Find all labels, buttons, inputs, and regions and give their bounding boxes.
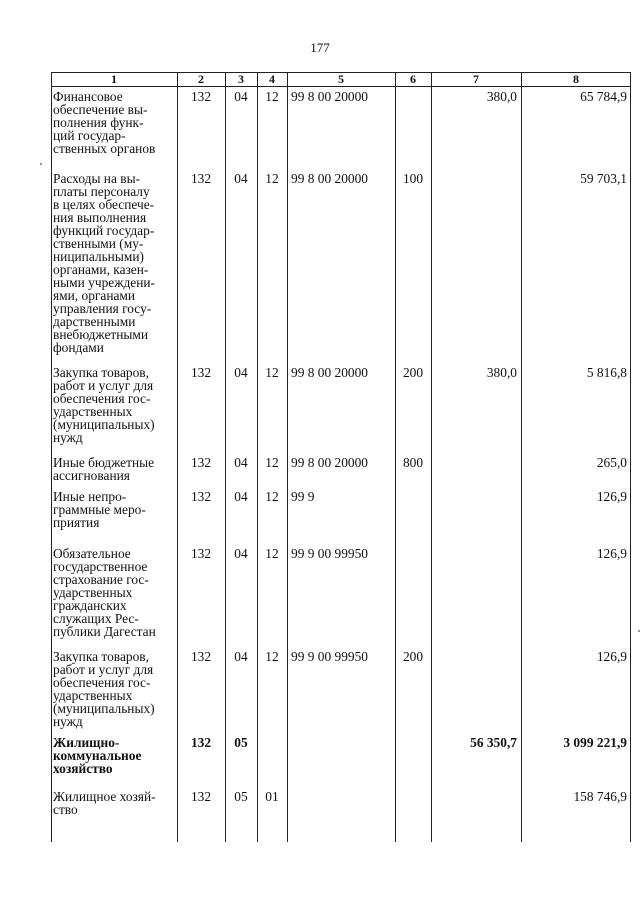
cell-col-8: 126,9: [596, 649, 627, 664]
table-row: [51, 358, 631, 448]
cell-col-4: 12: [265, 546, 279, 561]
table-row: [51, 728, 631, 782]
cell-col-8: 158 746,9: [573, 789, 627, 804]
cell-col-5: 99 8 00 20000: [291, 455, 368, 470]
column-header: 8: [573, 71, 579, 86]
cell-col-7: [431, 782, 521, 822]
header-row: [51, 72, 631, 86]
cell-col-6: [395, 728, 431, 782]
cell-row-name: Закупка товаров, работ и услуг для обеспечения гос- ударственных (муниципальных) нужд: [53, 365, 155, 445]
table-row: [51, 86, 631, 164]
table-row: [51, 482, 631, 539]
cell-col-8: 265,0: [596, 455, 627, 470]
cell-col-7: [431, 482, 521, 539]
column-header: 6: [410, 71, 416, 86]
cell-col-8: 126,9: [596, 489, 627, 504]
cell-col-5: 99 8 00 20000: [291, 171, 368, 186]
cell-col-3: 05: [234, 735, 248, 750]
cell-col-2: 132: [190, 489, 212, 504]
cell-col-5: 99 9: [291, 489, 315, 504]
cell-col-2: 132: [190, 735, 212, 750]
column-header: 4: [269, 71, 275, 86]
table-row: [51, 782, 631, 822]
page-number: 177: [310, 40, 330, 55]
cell-col-8: 65 784,9: [580, 89, 627, 104]
cell-col-3: 04: [234, 455, 248, 470]
cell-col-3: 04: [234, 546, 248, 561]
cell-col-7: 380,0: [486, 365, 517, 380]
cell-col-3: 04: [234, 649, 248, 664]
table-row: [51, 448, 631, 482]
cell-col-7: [431, 539, 521, 642]
column-header: 2: [198, 71, 204, 86]
cell-col-2: 132: [190, 365, 212, 380]
cell-col-8: 3 099 221,9: [563, 735, 627, 750]
cell-col-6: [395, 539, 431, 642]
table-row: [51, 164, 631, 358]
cell-col-6: [395, 482, 431, 539]
cell-col-3: 04: [234, 365, 248, 380]
cell-col-5: [287, 728, 395, 782]
column-header: 3: [238, 71, 244, 86]
cell-col-5: [287, 782, 395, 822]
cell-col-6: 200: [402, 365, 424, 380]
cell-row-name: Иные бюджетные ассигнования: [53, 455, 155, 483]
cell-col-7: [431, 642, 521, 728]
cell-col-4: 12: [265, 489, 279, 504]
cell-row-name: Обязательное государственное страхование гос- ударственных гражданских служащих Рес- публики Дагестан: [53, 546, 156, 639]
cell-col-7: [431, 164, 521, 358]
cell-col-8: 126,9: [596, 546, 627, 561]
cell-col-4: 12: [265, 649, 279, 664]
table-row: [51, 539, 631, 642]
cell-col-4: 12: [265, 455, 279, 470]
budget-table: [51, 72, 631, 822]
column-header: 7: [473, 71, 479, 86]
cell-col-6: 800: [402, 455, 424, 470]
cell-col-2: 132: [190, 546, 212, 561]
cell-col-6: [395, 86, 431, 164]
cell-col-7: [431, 448, 521, 482]
cell-col-2: 132: [190, 649, 212, 664]
cell-col-3: 04: [234, 489, 248, 504]
cell-col-7: 380,0: [486, 89, 517, 104]
cell-col-3: 05: [234, 789, 248, 804]
scan-speck: [40, 163, 42, 165]
budget-table-frame: [51, 72, 631, 842]
cell-col-8: 5 816,8: [586, 365, 627, 380]
cell-col-4: 12: [265, 365, 279, 380]
cell-col-3: 04: [234, 171, 248, 186]
cell-row-name: Расходы на вы- платы персоналу в целях обеспече- ния выполнения функций государ- ственными (му- ниципальными) органами, казен- ными учреждени- ями, органами управления госу- дарственными внебюджетными фондами: [53, 171, 156, 355]
cell-col-6: 100: [402, 171, 424, 186]
cell-row-name: Закупка товаров, работ и услуг для обеспечения гос- ударственных (муниципальных) нужд: [53, 649, 155, 729]
cell-col-6: 200: [402, 649, 424, 664]
cell-col-2: 132: [190, 89, 212, 104]
cell-col-5: 99 9 00 99950: [291, 649, 368, 664]
cell-col-6: [395, 782, 431, 822]
cell-col-3: 04: [234, 89, 248, 104]
cell-col-7: 56 350,7: [470, 735, 517, 750]
cell-row-name: Жилищно- коммунальное хозяйство: [53, 735, 142, 776]
table-body: [51, 86, 631, 822]
column-header: 1: [111, 71, 117, 86]
cell-row-name: Жилищное хозяй- ство: [53, 789, 156, 817]
cell-row-name: Финансовое обеспечение вы- полнения функ- ций государ- ственных органов: [53, 89, 156, 156]
cell-col-5: 99 8 00 20000: [291, 89, 368, 104]
cell-row-name: Иные непро- граммные меро- приятия: [53, 489, 146, 530]
column-header: 5: [338, 71, 344, 86]
cell-col-2: 132: [190, 455, 212, 470]
cell-col-4: 01: [265, 789, 279, 804]
cell-col-4: [257, 728, 287, 782]
cell-col-2: 132: [190, 171, 212, 186]
cell-col-5: 99 9 00 99950: [291, 546, 368, 561]
cell-col-2: 132: [190, 789, 212, 804]
table-row: [51, 642, 631, 728]
cell-col-5: 99 8 00 20000: [291, 365, 368, 380]
cell-col-4: 12: [265, 89, 279, 104]
cell-col-4: 12: [265, 171, 279, 186]
cell-col-8: 59 703,1: [580, 171, 627, 186]
